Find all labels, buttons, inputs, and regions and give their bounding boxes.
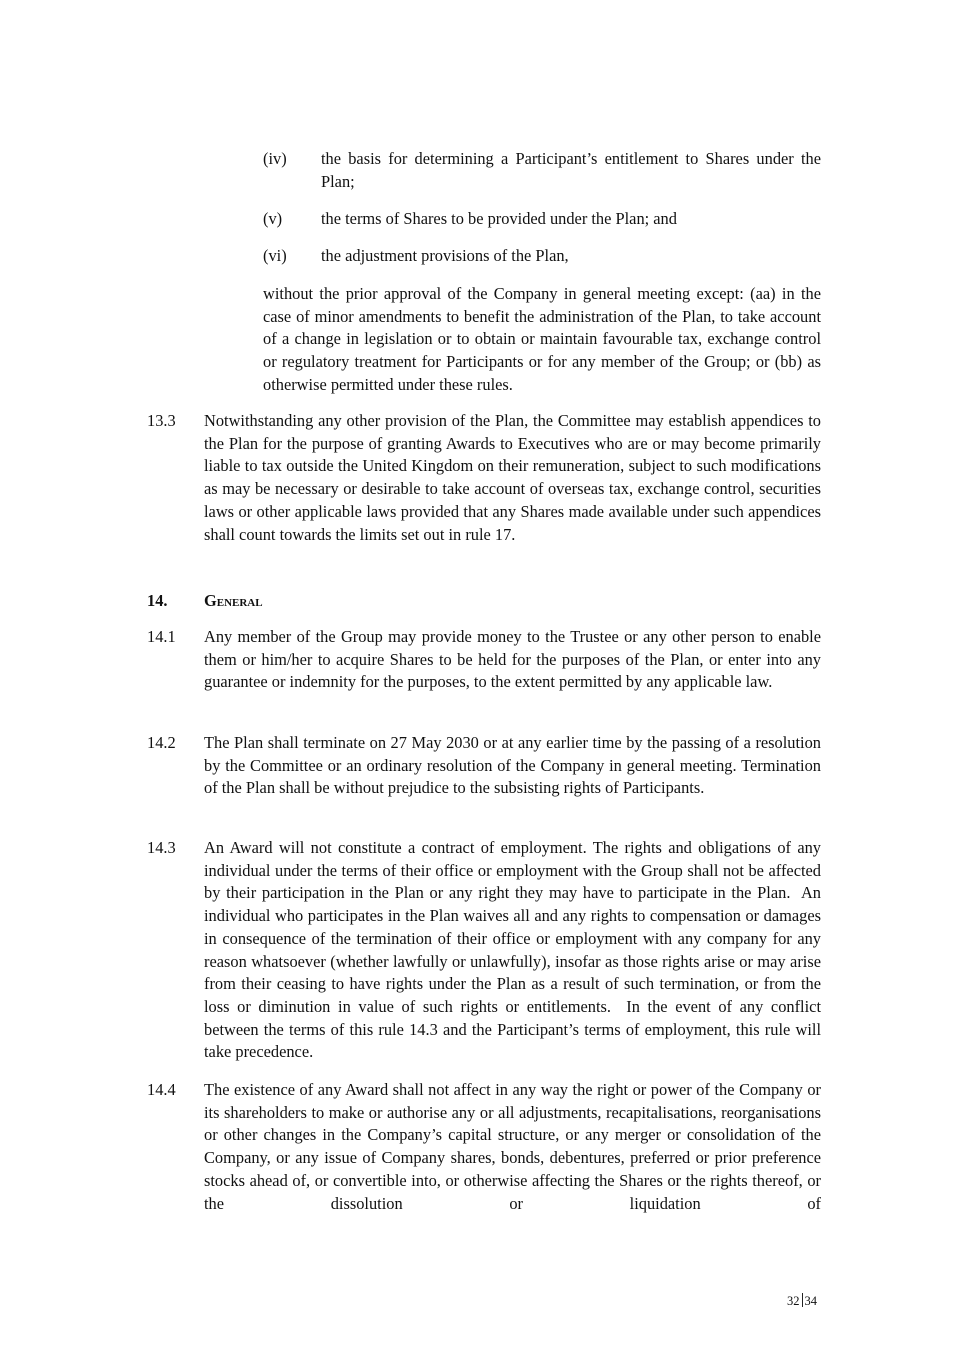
continuation-paragraph: without the prior approval of the Company in general meeting except: (aa) in the case of minor amendments to benefit the administration of the Plan, to take account of a change in legislation or to obtain or maintain favourable tax, exchange control or regulatory treatment for Participants or for any member of the Group; or (bb) as otherwise permitted under these rules. xyxy=(263,284,821,394)
clause-number: 14.3 xyxy=(147,838,176,857)
clause-number: 14.1 xyxy=(147,627,176,646)
clause-text: The existence of any Award shall not affect in any way the right or power of the Company or its shareholders to make or authorise any or all adjustments, recapitalisations, reorganisations or other changes in the Company’s capital structure, or any merger or consolidation of the Company, or any issue of Company shares, bonds, debentures, preferred or prior preference stocks ahead of, or convertible into, or otherwise affecting the Shares or the rights thereof, or the dissolution or liquidation of xyxy=(204,1080,821,1213)
sub-item-text: the terms of Shares to be provided under the Plan; and xyxy=(321,209,677,228)
clause-text: Notwithstanding any other provision of the Plan, the Committee may establish appendices to the Plan for the purpose of granting Awards to Executives who are or may become primarily liable to tax outside the United Kingdom on their remuneration, subject to such modifications as may be necessary or desirable to take account of overseas tax, exchange control, securities laws or other applicable laws provided that any Shares made available under such appendices shall count towards the limits set out in rule 17. xyxy=(204,411,821,544)
clause-text: An Award will not constitute a contract of employment. The rights and obligations of any individual under the terms of their office or employment with the Group shall not be affected by their participation in the Plan or any right they may have to participate in the Plan. An individual who participates in the Plan waives all and any rights to compensation or damages in consequence of the termination of their office or employment with any company for any reason whatsoever (whether lawfully or unlawfully), insofar as those rights arise or may arise from their ceasing to have rights under the Plan as a result of such termination, or from the loss or diminution in value of such rights or entitlements. In the event of any conflict between the terms of this rule 14.3 and the Participant’s terms of employment, this rule will take precedence. xyxy=(204,838,826,1062)
clause-number: 14.2 xyxy=(147,733,176,752)
sub-item-text: the basis for determining a Participant’s entitlement to Shares under the Plan; xyxy=(321,149,821,191)
clause-number: 13.3 xyxy=(147,411,176,430)
page-number xyxy=(787,1293,817,1309)
sub-item-number: (iv) xyxy=(263,149,287,168)
section-title: General xyxy=(204,591,263,610)
current-page: 32 xyxy=(787,1294,800,1308)
clause-text: The Plan shall terminate on 27 May 2030 or at any earlier time by the passing of a resolution by the Committee or an ordinary resolution of the Company in general meeting. Termination of the Plan shall be without prejudice to the subsisting rights of Participants. xyxy=(204,733,821,798)
page-separator xyxy=(802,1293,803,1307)
total-pages: 34 xyxy=(804,1294,817,1308)
section-number: 14. xyxy=(147,591,168,610)
sub-item-number: (vi) xyxy=(263,246,287,265)
sub-item-number: (v) xyxy=(263,209,283,228)
clause-text: Any member of the Group may provide money to the Trustee or any other person to enable them or him/her to acquire Shares to be held for the purposes of the Plan, or enter into any guarantee or indemnity for the purposes, to the extent permitted by any applicable law. xyxy=(204,627,821,692)
clause-number: 14.4 xyxy=(147,1080,176,1099)
sub-item-text: the adjustment provisions of the Plan, xyxy=(321,246,569,265)
